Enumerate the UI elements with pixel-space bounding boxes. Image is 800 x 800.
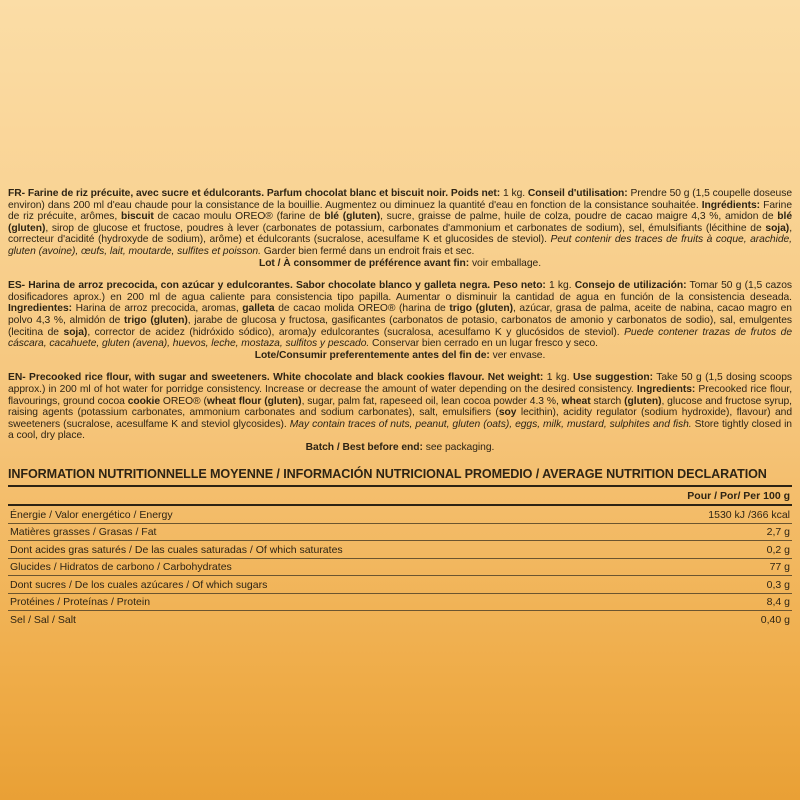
en-allergen: (gluten) xyxy=(624,395,662,407)
nutrition-row xyxy=(8,593,792,611)
es-ingredients-text: , azúcar, grasa de palma, aceite de nabina, cacao magro en polvo 4,3 %, almidón de xyxy=(8,303,792,326)
nutrition-header-empty xyxy=(8,487,603,505)
es-product-name: ES- Harina de arroz precocida, con azúcar y edulcorantes. Sabor chocolate blanco y galleta negra. Peso neto: xyxy=(8,280,546,292)
es-ingredients-text: Harina de arroz precocida, aromas, xyxy=(72,303,243,315)
es-lot-line xyxy=(8,350,792,362)
fr-ingredients-text: de cacao moulu OREO® (farine de xyxy=(153,211,325,223)
fr-ingredients-heading: Ingrédients: xyxy=(701,199,761,211)
fr-allergen: soja) xyxy=(765,222,790,234)
fr-storage-text: Garder bien fermé dans un endroit frais et sec. xyxy=(260,245,475,257)
en-ingredients-text: starch xyxy=(590,395,625,407)
nutrient-value: 0,3 g xyxy=(603,576,792,594)
fr-allergen: blé (gluten) xyxy=(8,211,792,234)
nutrition-row xyxy=(8,523,792,541)
es-ingredients-text: , jarabe de glucosa y fructosa, gasificantes (carbonatos de potasio, carbonatos de amonio y carbonatos de sodio), sal, emulgentes (lecitina de xyxy=(8,314,792,338)
fr-ingredients-text: , correcteur d'acidité (hydroxyde de sodium), arôme) et édulcorants (sucralose, acesulfame K et glucosides de steviol). xyxy=(8,222,792,246)
nutrition-row xyxy=(8,576,792,594)
en-allergen: wheat flour (gluten) xyxy=(206,395,302,407)
nutrition-row xyxy=(8,611,792,628)
es-allergen: soja) xyxy=(63,326,88,338)
nutrient-label: Dont acides gras saturés / De las cuales saturadas / Of which saturates xyxy=(8,541,603,559)
en-usage-heading: Use suggestion: xyxy=(572,372,653,384)
en-ingredients-text: , sugar, palm fat, rapeseed oil, lean cocoa powder 4.3 %, xyxy=(301,395,562,407)
nutrient-label: Matières grasses / Grasas / Fat xyxy=(8,523,603,541)
nutrition-table xyxy=(8,487,792,628)
fr-lot-line xyxy=(8,258,792,270)
nutrient-value: 8,4 g xyxy=(603,593,792,611)
nutrient-value: 77 g xyxy=(603,558,792,576)
nutrient-value: 0,2 g xyxy=(603,541,792,559)
nutrition-header-per100: Pour / Por/ Per 100 g xyxy=(603,487,792,505)
en-product-name: EN- Precooked rice flour, with sugar and sweeteners. White chocolate and black cookies flavour. Net weight: xyxy=(8,372,544,384)
en-ingredients-text: , glucose and fructose syrup, raising agents (potassium carbonates, ammonium carbonates and sodium carbonates), salt, emulsifiers ( xyxy=(8,395,792,419)
nutrient-label: Glucides / Hidratos de carbono / Carbohydrates xyxy=(8,558,603,576)
fr-ingredients-text: , sucre, graisse de palme, huile de colza, poudre de cacao maigre 4,3 %, amidon de xyxy=(380,211,778,223)
en-ingredients-text: cookie xyxy=(127,395,161,407)
en-storage-text: Store tightly closed in a cool, dry place. xyxy=(8,418,792,442)
en-ingredients-heading: Ingredients: xyxy=(636,383,696,395)
fr-ingredients-text: , sirop de glucose et fructose, poudres à lever (carbonates de potassium, carbonates d'ammonium et carbonates de sodium), sel, émulsifiants (lécithine de xyxy=(45,222,766,234)
nutrient-label: Sel / Sal / Salt xyxy=(10,613,76,626)
es-ingredients-heading: Ingredientes: xyxy=(8,303,73,315)
en-lot-line xyxy=(8,442,792,454)
en-allergen: soy xyxy=(498,407,517,419)
nutrient-label: Énergie / Valor energético / Energy xyxy=(8,505,603,523)
english-text-block xyxy=(8,372,792,453)
nutrition-title: INFORMATION NUTRITIONNELLE MOYENNE / INFORMACIÓN NUTRICIONAL PROMEDIO / AVERAGE NUTRITION DECLARATION xyxy=(8,467,792,487)
nutrition-row xyxy=(8,505,792,523)
nutrient-label: Dont sucres / De los cuales azúcares / Of which sugars xyxy=(8,576,603,594)
fr-ingredients-text: biscuit xyxy=(120,211,154,223)
en-lot-label: Batch / Best before end: xyxy=(305,441,423,453)
fr-weight: 1 kg. xyxy=(500,188,528,199)
nutrition-row xyxy=(8,558,792,576)
nutrient-value: 2,7 g xyxy=(603,523,792,541)
fr-usage-text: Prendre 50 g (1,5 coupelle doseuse environ) dans 200 ml d'eau chaude pour la consistance de la bouillie. Augmentez ou diminuez la quantité d'eau en fonction de la consistance souhaitée. xyxy=(8,188,792,211)
en-usage-text: Take 50 g (1,5 dosing scoops approx.) in 200 ml of hot water for porridge consistency. Increase or decrease the amount of water depending on the desired consistency. xyxy=(8,372,793,395)
es-lot-value: ver envase. xyxy=(489,349,546,361)
nutrition-header-row xyxy=(8,487,792,505)
nutrition-row xyxy=(8,541,792,559)
fr-product-name: FR- Farine de riz précuite, avec sucre et édulcorants. Parfum chocolat blanc et biscuit noir. Poids net: xyxy=(8,188,501,199)
es-storage-text: Conservar bien cerrado en un lugar fresco y seco. xyxy=(369,338,598,350)
fr-allergen: blé (gluten) xyxy=(324,211,381,223)
en-traces-warning: May contain traces of nuts, peanut, gluten (oats), eggs, milk, mustard, sulphites and fish. xyxy=(289,418,692,430)
es-allergen: trigo (gluten) xyxy=(449,303,513,315)
spanish-text-block xyxy=(8,280,792,361)
es-ingredients-text: , corrector de acidez (hidróxido sódico), aroma)y edulcorantes (sucralosa, acesulfamo K y glucósidos de steviol). xyxy=(87,326,625,338)
fr-traces-warning: Peut contenir des traces de fruits à coque, arachide, gluten (avoine), œufs, lait, moutarde, sulfites et poisson. xyxy=(8,234,792,257)
en-ingredients-text: OREO® ( xyxy=(160,395,207,407)
es-weight: 1 kg. xyxy=(545,280,575,292)
en-weight: 1 kg. xyxy=(543,372,573,384)
es-ingredients-text: de cacao molida OREO® (harina de xyxy=(274,303,450,315)
nutrient-label: Protéines / Proteínas / Protein xyxy=(8,593,603,611)
fr-ingredients-text: Farine de riz précuite, arômes, xyxy=(8,199,792,223)
product-label xyxy=(8,188,792,628)
en-lot-value: see packaging. xyxy=(422,441,495,453)
es-lot-label: Lote/Consumir preferentemente antes del fin de: xyxy=(254,349,490,361)
en-ingredients-text: lecithin), acidity regulator (sodium hydroxide), flavour) and sweeteners (sucralose, acesulfame K and steviol glycosides). xyxy=(8,407,793,430)
nutrient-value: 1530 kJ /366 kcal xyxy=(603,505,792,523)
es-ingredients-text: galleta xyxy=(242,303,275,315)
en-ingredients-text: Precooked rice flour, flavourings, ground cocoa xyxy=(8,383,792,407)
fr-usage-heading: Conseil d'utilisation: xyxy=(527,188,628,199)
es-allergen: trigo (gluten) xyxy=(124,314,188,326)
french-text-block xyxy=(8,188,792,269)
es-traces-warning: Puede contener trazas de frutos de cáscara, cacahuete, gluten (avena), huevos, leche, mostaza, sulfitos y pescado. xyxy=(8,326,792,350)
en-allergen: wheat xyxy=(561,395,591,407)
es-usage-heading: Consejo de utilización: xyxy=(574,280,687,292)
fr-lot-label: Lot / À consommer de préférence avant fin: xyxy=(258,257,470,269)
nutrient-value: 0,40 g xyxy=(760,613,790,626)
fr-lot-value: voir emballage. xyxy=(469,257,542,269)
es-usage-text: Tomar 50 g (1,5 cazos dosificadores aprox.) en 200 ml de agua caliente para consistencia tipo papilla. Aumentar o disminuir la cantidad de agua en función de la consistencia deseada. xyxy=(8,280,792,303)
